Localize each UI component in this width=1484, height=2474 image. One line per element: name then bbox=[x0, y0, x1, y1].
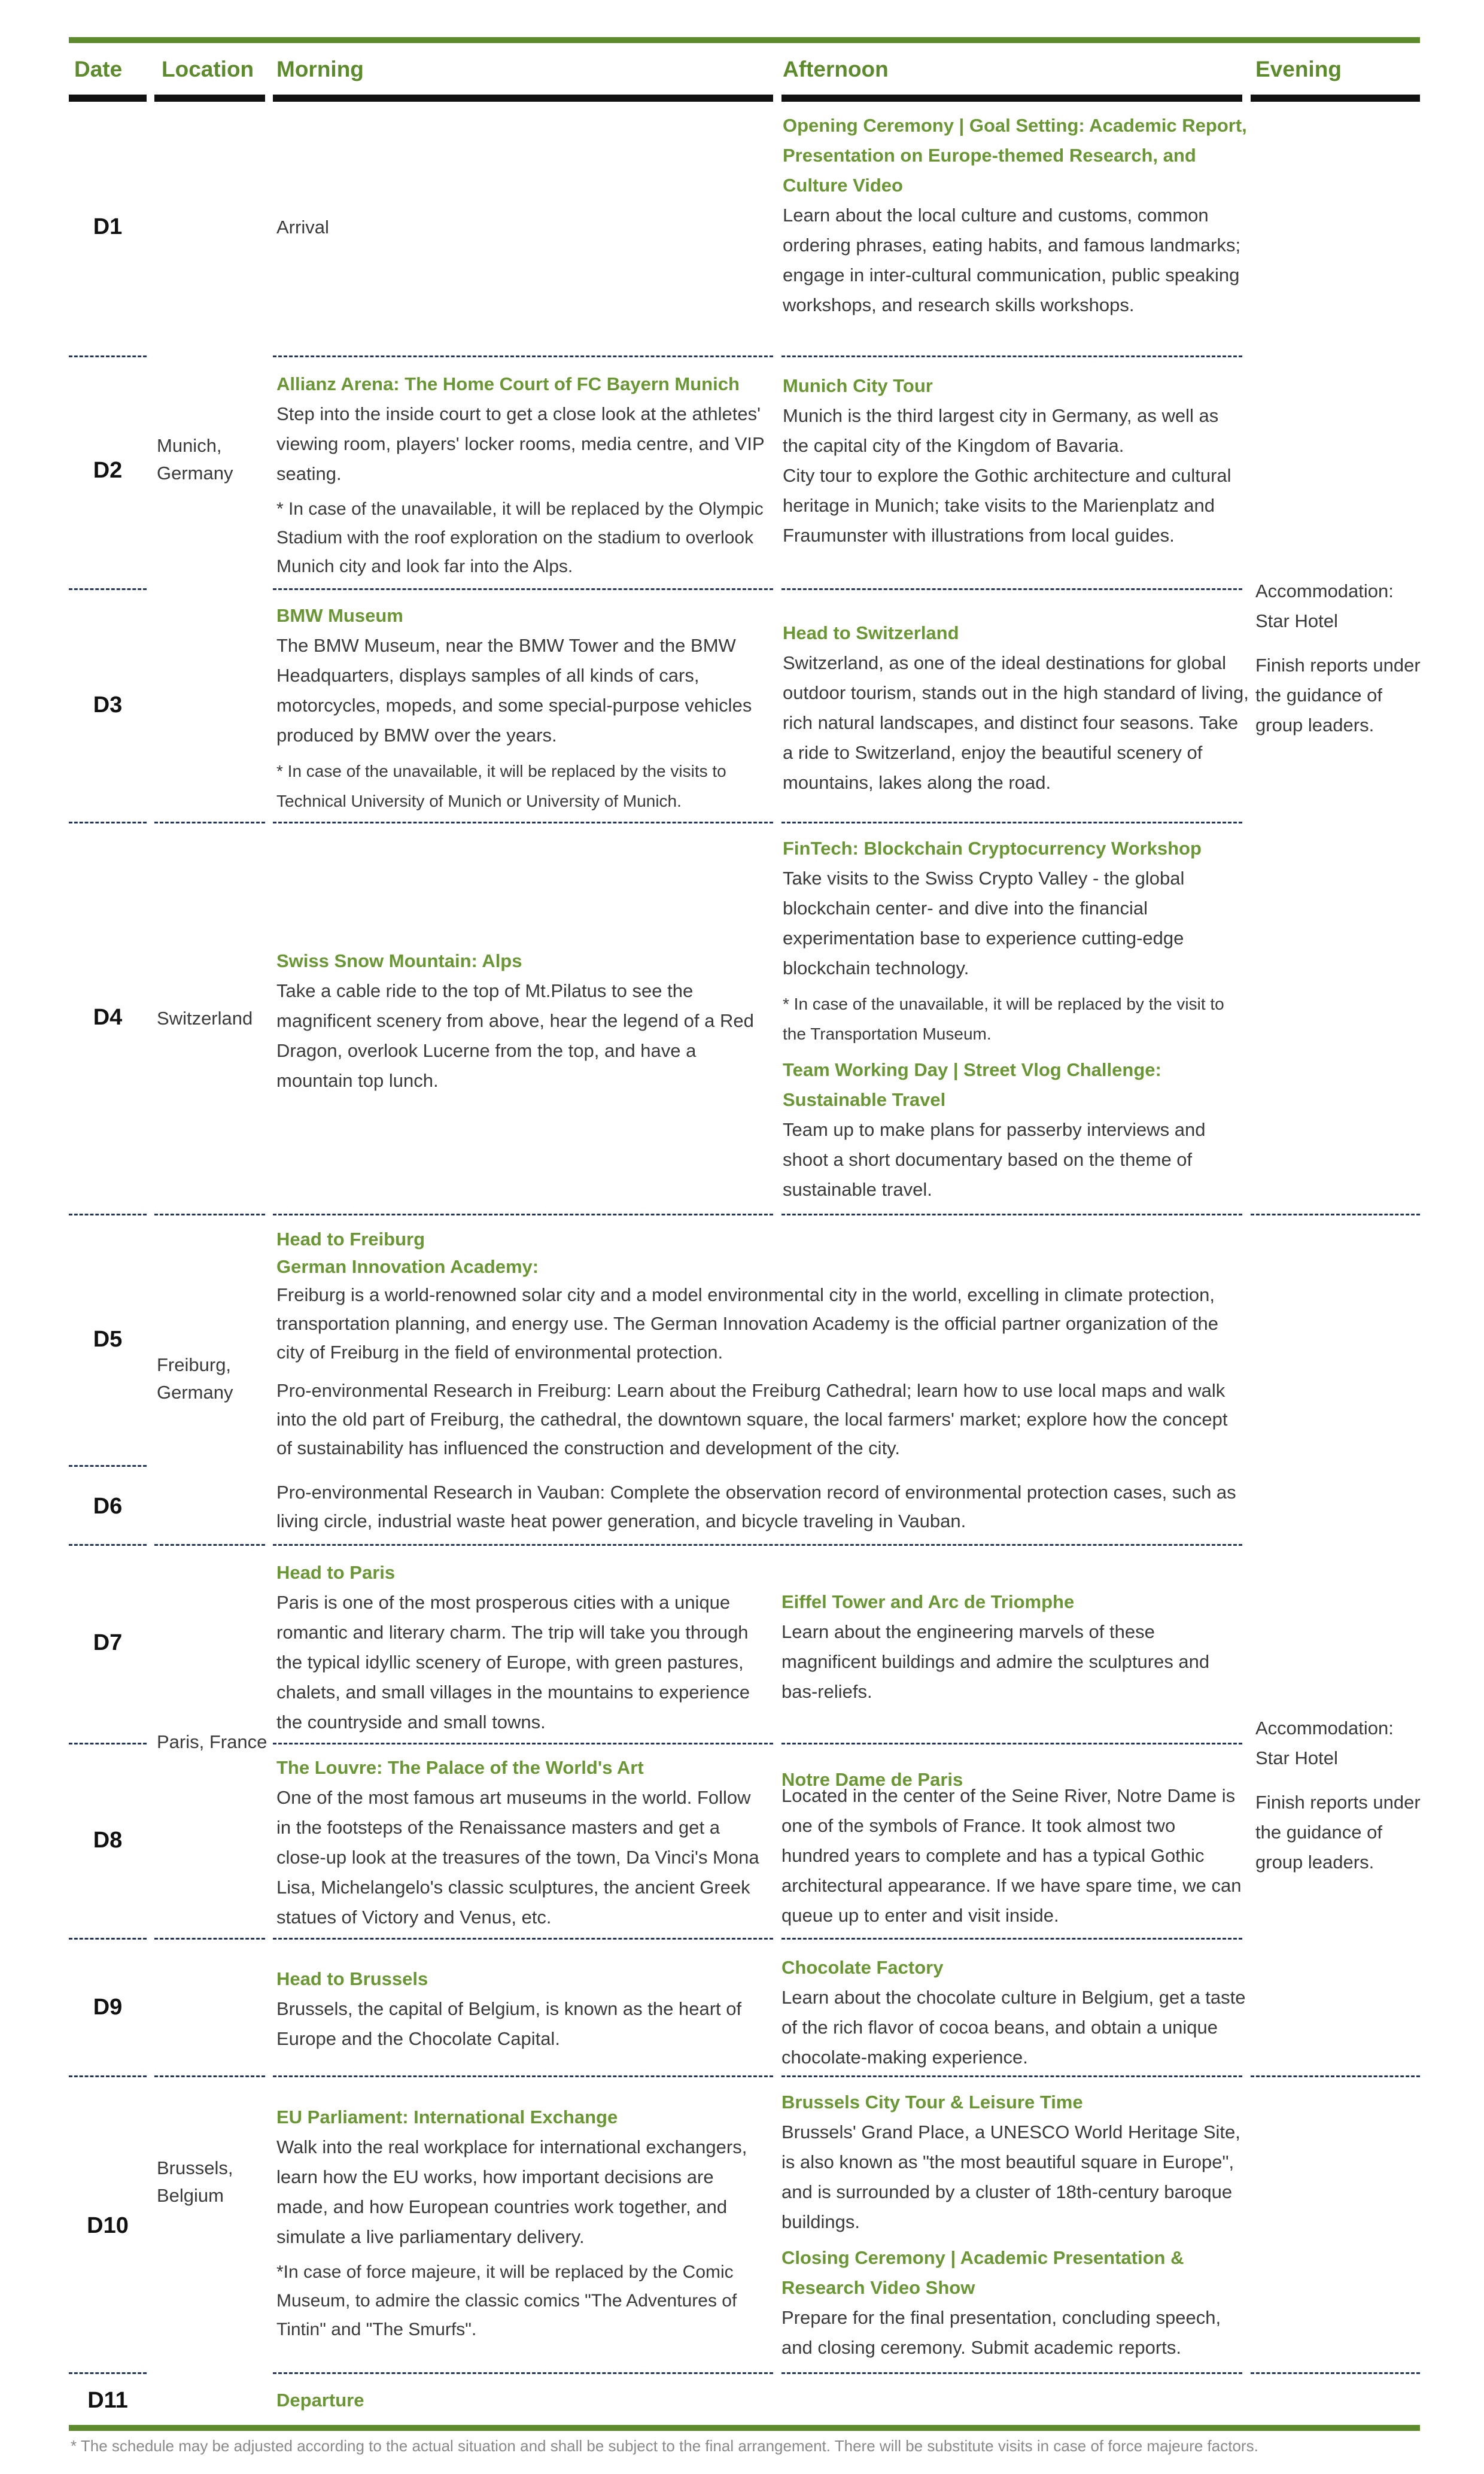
d3-afternoon-title: Head to Switzerland bbox=[783, 622, 959, 643]
d4-morning-title: Swiss Snow Mountain: Alps bbox=[276, 950, 522, 971]
d2-morning-body: Step into the inside court to get a close look at the athletes' viewing room, players' locker rooms, media centre, and VIP seating. bbox=[276, 403, 765, 484]
d1-afternoon bbox=[783, 111, 1249, 320]
d8-afternoon bbox=[781, 1768, 1248, 1931]
divider-d9-location bbox=[154, 2075, 265, 2077]
d7-morning-body: Paris is one of the most prosperous cities with a unique romantic and literary charm. The trip will take you through the typical idyllic scenery of Europe, with green pastures, chalets, and small villages in the mountains to experience the countryside and small towns. bbox=[276, 1592, 750, 1733]
d7-afternoon-body: Learn about the engineering marvels of these magnificent buildings and admire the sculptures and bas-reliefs. bbox=[781, 1621, 1210, 1702]
d2-afternoon-body1: Munich is the third largest city in Germany, as well as the capital city of the Kingdom of Bavaria. bbox=[783, 405, 1219, 456]
divider-d2-morning bbox=[273, 588, 773, 590]
divider-d10-date bbox=[69, 2372, 147, 2374]
header-morning: Morning bbox=[276, 57, 364, 81]
divider-d1-morning bbox=[273, 355, 773, 357]
d5-body2: Pro-environmental Research in Freiburg: Learn about the Freiburg Cathedral; learn how to use local maps and walk into the old part of Freiburg, the cathedral, the downtown square, the local farmers' market; explore how the concept of sustainability has influenced the construction and development of the city. bbox=[276, 1380, 1228, 1458]
header-afternoon: Afternoon bbox=[783, 57, 889, 81]
d5-title2: German Innovation Academy: bbox=[276, 1256, 539, 1277]
d10-afternoon-title2: Closing Ceremony | Academic Presentation & Research Video Show bbox=[781, 2247, 1184, 2298]
d3-morning-title: BMW Museum bbox=[276, 605, 403, 626]
d9-morning bbox=[276, 1964, 767, 2054]
divider-d9-afternoon bbox=[781, 2075, 1242, 2077]
d2-afternoon bbox=[783, 371, 1243, 551]
d1-morning: Arrival bbox=[276, 217, 329, 238]
d10-morning-body: Walk into the real workplace for international exchangers, learn how the EU works, how important decisions are made, and how European countries work together, and simulate a live parliamentary delivery. bbox=[276, 2136, 747, 2247]
header-date: Date bbox=[74, 57, 123, 81]
footnote: * The schedule may be adjusted according to the actual situation and shall be subject to the final arrangement. There will be substitute visits in case of force majeure factors. bbox=[71, 2437, 1258, 2455]
location-paris: Paris, France bbox=[157, 1731, 267, 1752]
divider-d3-morning bbox=[273, 822, 773, 823]
divider-d2-date bbox=[69, 588, 147, 590]
divider-d6-date bbox=[69, 1544, 147, 1546]
divider-d2-afternoon bbox=[781, 588, 1242, 590]
day-label-d7: D7 bbox=[93, 1630, 123, 1655]
location-munich: Munich, Germany bbox=[157, 435, 233, 484]
header-rule-evening bbox=[1251, 95, 1420, 102]
d8-afternoon-body: Located in the center of the Seine River, Notre Dame is one of the symbols of France. It took almost two hundred years to complete and has a typical Gothic architectural appearance. If we have spare time, we can queue up to enter and visit inside. bbox=[781, 1785, 1242, 1926]
header-evening: Evening bbox=[1255, 57, 1342, 81]
d10-morning-title: EU Parliament: International Exchange bbox=[276, 2107, 618, 2127]
location-switzerland: Switzerland bbox=[157, 1008, 253, 1029]
d9-morning-title: Head to Brussels bbox=[276, 1968, 428, 1989]
d3-morning-note: * In case of the unavailable, it will be replaced by the visits to Technical University of Munich or University of Munich. bbox=[276, 762, 726, 810]
divider-d8-date bbox=[69, 1938, 147, 1940]
d10-afternoon-body1: Brussels' Grand Place, a UNESCO World Heritage Site, is also known as "the most beautiful square in Europe", and is surrounded by a cluster of 18th-century baroque buildings. bbox=[781, 2122, 1240, 2232]
evening-accommodation-1: Accommodation: Star Hotel bbox=[1255, 580, 1394, 631]
divider-d1-date bbox=[69, 355, 147, 357]
d4-afternoon bbox=[783, 834, 1249, 1205]
d4-afternoon-body1: Take visits to the Swiss Crypto Valley - the global blockchain center- and dive into the financial experimentation base to experience cutting-edge blockchain technology. bbox=[783, 868, 1185, 978]
d9-afternoon bbox=[781, 1953, 1248, 2072]
evening-reports-1: Finish reports under the guidance of group leaders. bbox=[1255, 655, 1421, 735]
d10-afternoon-body2: Prepare for the final presentation, concluding speech, and closing ceremony. Submit academic reports. bbox=[781, 2307, 1221, 2358]
day-label-d4: D4 bbox=[93, 1005, 123, 1030]
d8-morning-title: The Louvre: The Palace of the World's Art bbox=[276, 1757, 644, 1778]
header-rule-date bbox=[69, 95, 147, 102]
divider-d4-date bbox=[69, 1214, 147, 1215]
d3-morning-body: The BMW Museum, near the BMW Tower and the BMW Headquarters, displays samples of all kinds of cars, motorcycles, mopeds, and some special-purpose vehicles produced by BMW over the years. bbox=[276, 635, 752, 746]
d4-afternoon-title1: FinTech: Blockchain Cryptocurrency Workshop bbox=[783, 838, 1202, 859]
divider-d7-morning bbox=[273, 1743, 773, 1744]
divider-d10-evening bbox=[1251, 2372, 1420, 2374]
d6-body: Pro-environmental Research in Vauban: Complete the observation record of environmental protection cases, such as living circle, industrial waste heat power generation, and bicycle traveling in Vauban. bbox=[276, 1482, 1236, 1531]
d10-afternoon-title1: Brussels City Tour & Leisure Time bbox=[781, 2092, 1083, 2113]
day-label-d11: D11 bbox=[87, 2388, 128, 2413]
evening-block-1 bbox=[1255, 576, 1423, 740]
d5-body1: Freiburg is a world-renowned solar city and a model environmental city in the world, excelling in climate protection, transportation planning, and energy use. The German Innovation Academy is the official partner organization of the city of Freiburg in the field of environmental protection. bbox=[276, 1284, 1218, 1363]
d8-morning bbox=[276, 1753, 767, 1932]
d7-morning-title: Head to Paris bbox=[276, 1562, 396, 1583]
d9-morning-body: Brussels, the capital of Belgium, is known as the heart of Europe and the Chocolate Capital. bbox=[276, 1998, 742, 2049]
d3-afternoon bbox=[783, 618, 1249, 798]
d10-afternoon bbox=[781, 2087, 1248, 2363]
header-rule-morning bbox=[273, 95, 773, 102]
d2-morning bbox=[276, 369, 767, 581]
day-label-d10: D10 bbox=[87, 2213, 129, 2238]
divider-d3-location bbox=[154, 822, 265, 823]
evening-accommodation-2: Accommodation: Star Hotel bbox=[1255, 1718, 1394, 1768]
d9-afternoon-body: Learn about the chocolate culture in Belgium, get a taste of the rich flavor of cocoa beans, and obtain a unique chocolate-making experience. bbox=[781, 1987, 1246, 2068]
bottom-rule bbox=[69, 2425, 1420, 2431]
d9-afternoon-title: Chocolate Factory bbox=[781, 1957, 944, 1978]
day-label-d5: D5 bbox=[93, 1327, 123, 1352]
d4-afternoon-title2: Team Working Day | Street Vlog Challenge: Sustainable Travel bbox=[783, 1059, 1161, 1110]
d4-afternoon-note1: * In case of the unavailable, it will be replaced by the visit to the Transportation Museum. bbox=[783, 995, 1224, 1043]
header-location: Location bbox=[162, 57, 254, 81]
divider-d9-morning bbox=[273, 2075, 773, 2077]
header-rule-afternoon bbox=[781, 95, 1242, 102]
d8-morning-body: One of the most famous art museums in the world. Follow in the footsteps of the Renaissance masters and get a close-up look at the treasures of the town, Da Vinci's Mona Lisa, Michelangelo's classic sculptures, the ancient Greek statues of Victory and Venus, etc. bbox=[276, 1787, 759, 1928]
divider-d8-afternoon bbox=[781, 1938, 1242, 1940]
d7-morning bbox=[276, 1558, 767, 1737]
divider-d7-afternoon bbox=[781, 1743, 1242, 1744]
d7-afternoon bbox=[781, 1587, 1242, 1707]
evening-reports-2: Finish reports under the guidance of group leaders. bbox=[1255, 1792, 1421, 1873]
d4-morning-body: Take a cable ride to the top of Mt.Pilatus to see the magnificent scenery from above, hear the legend of a Red Dragon, overlook Lucerne from the top, and have a mountain top lunch. bbox=[276, 980, 754, 1091]
divider-d6-content bbox=[273, 1544, 1242, 1546]
divider-d5-date bbox=[69, 1465, 147, 1467]
day-label-d2: D2 bbox=[93, 458, 123, 483]
d2-morning-title: Allianz Arena: The Home Court of FC Bayern Munich bbox=[276, 373, 740, 394]
divider-d10-afternoon bbox=[781, 2372, 1242, 2374]
d11-morning-title: Departure bbox=[276, 2390, 364, 2411]
d2-afternoon-title: Munich City Tour bbox=[783, 375, 933, 396]
divider-d7-date bbox=[69, 1743, 147, 1744]
d2-afternoon-body2: City tour to explore the Gothic architecture and cultural heritage in Munich; take visits to the Marienplatz and Fraumunster with illustrations from local guides. bbox=[783, 465, 1231, 546]
location-brussels: Brussels, Belgium bbox=[157, 2157, 233, 2206]
d3-afternoon-body: Switzerland, as one of the ideal destinations for global outdoor tourism, stands out in the high standard of living, rich natural landscapes, and distinct four seasons. Take a ride to Switzerland, enjoy the beautiful scenery of mountains, lakes along the road. bbox=[783, 652, 1249, 793]
d10-morning-note: *In case of force majeure, it will be replaced by the Comic Museum, to admire the classic comics "The Adventures of Tintin" and "The Smurfs". bbox=[276, 2262, 737, 2339]
header-rule-location bbox=[154, 95, 265, 102]
d3-morning bbox=[276, 601, 767, 816]
location-freiburg: Freiburg, Germany bbox=[157, 1354, 233, 1403]
divider-d3-afternoon bbox=[781, 822, 1242, 823]
d8-afternoon-title: Notre Dame de Paris bbox=[781, 1769, 963, 1790]
divider-d4-afternoon bbox=[781, 1214, 1242, 1215]
divider-d4-morning bbox=[273, 1214, 773, 1215]
divider-d3-date bbox=[69, 822, 147, 823]
d4-afternoon-body2: Team up to make plans for passerby interviews and shoot a short documentary based on the theme of sustainable travel. bbox=[783, 1119, 1206, 1200]
divider-d4-evening bbox=[1251, 1214, 1420, 1215]
divider-d6-location bbox=[154, 1544, 265, 1546]
day-label-d1: D1 bbox=[93, 214, 123, 239]
divider-d9-evening bbox=[1251, 2075, 1420, 2077]
d5-content bbox=[276, 1226, 1246, 1463]
divider-d8-location bbox=[154, 1938, 265, 1940]
day-label-d8: D8 bbox=[93, 1828, 123, 1853]
d2-morning-note: * In case of the unavailable, it will be replaced by the Olympic Stadium with the roof exploration on the stadium to overlook Munich city and look far into the Alps. bbox=[276, 499, 764, 576]
divider-d9-date bbox=[69, 2075, 147, 2077]
d1-afternoon-body: Learn about the local culture and customs, common ordering phrases, eating habits, and famous landmarks; engage in inter-cultural communication, public speaking workshops, and research skills workshops. bbox=[783, 205, 1241, 315]
d5-title1: Head to Freiburg bbox=[276, 1229, 425, 1250]
day-label-d3: D3 bbox=[93, 692, 123, 718]
d1-afternoon-title: Opening Ceremony | Goal Setting: Academic Report, Presentation on Europe-themed Research, and Culture Video bbox=[783, 115, 1247, 196]
top-rule bbox=[69, 37, 1420, 43]
d6-content bbox=[276, 1478, 1246, 1536]
divider-d8-morning bbox=[273, 1938, 773, 1940]
d7-afternoon-title: Eiffel Tower and Arc de Triomphe bbox=[781, 1591, 1075, 1612]
day-label-d6: D6 bbox=[93, 1494, 123, 1519]
day-label-d9: D9 bbox=[93, 1995, 123, 2020]
divider-d4-location bbox=[154, 1214, 265, 1215]
d10-morning bbox=[276, 2102, 767, 2344]
d4-morning bbox=[276, 946, 767, 1096]
evening-block-2 bbox=[1255, 1713, 1423, 1877]
divider-d1-afternoon bbox=[781, 355, 1242, 357]
divider-d10-morning bbox=[273, 2372, 773, 2374]
